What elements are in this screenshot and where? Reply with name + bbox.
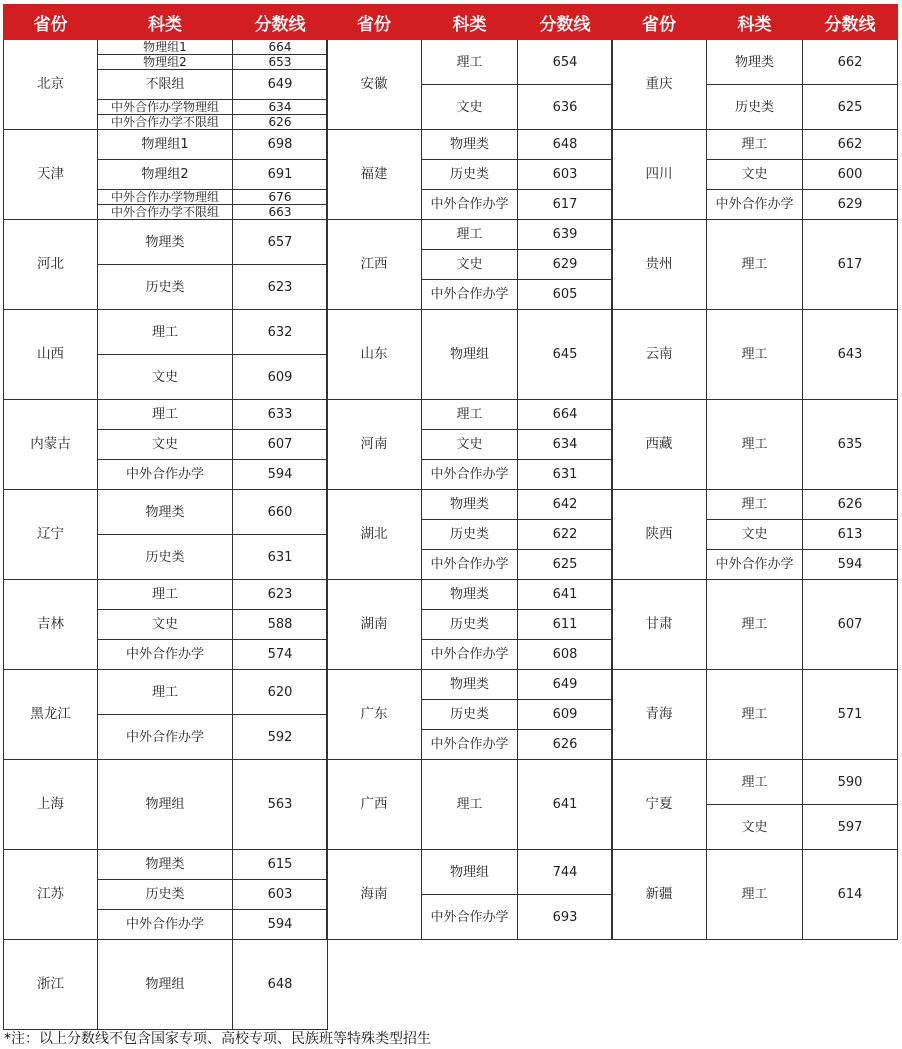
category-cell: 理工 <box>707 490 803 520</box>
province-cell: 四川 <box>612 130 707 220</box>
score-cell: 613 <box>803 520 898 550</box>
score-cell: 629 <box>803 190 898 220</box>
province-cell: 山西 <box>4 310 98 400</box>
category-cell: 中外合作办学 <box>422 280 518 310</box>
category-cell: 物理组2 <box>98 160 233 190</box>
category-cell: 文史 <box>422 85 518 130</box>
score-table-group-1 <box>3 4 328 1030</box>
province-cell: 福建 <box>327 130 422 220</box>
score-cell: 626 <box>803 490 898 520</box>
province-cell: 海南 <box>327 850 422 940</box>
category-cell: 理工 <box>422 220 518 250</box>
province-cell: 安徽 <box>327 40 422 130</box>
category-cell: 物理类 <box>422 490 518 520</box>
score-cell: 625 <box>803 85 898 130</box>
table-row <box>327 580 613 610</box>
score-cell: 631 <box>233 535 328 580</box>
score-cell: 626 <box>518 730 613 760</box>
score-cell: 636 <box>518 85 613 130</box>
category-cell: 理工 <box>422 400 518 430</box>
score-cell: 620 <box>233 670 328 715</box>
category-cell: 物理类 <box>422 670 518 700</box>
table-row <box>612 220 898 310</box>
score-cell: 654 <box>518 40 613 85</box>
category-cell: 物理组 <box>422 850 518 895</box>
score-cell: 609 <box>233 355 328 400</box>
category-cell: 中外合作办学 <box>422 895 518 940</box>
score-cell: 639 <box>518 220 613 250</box>
score-cell: 614 <box>803 850 898 940</box>
table-row <box>4 940 328 1030</box>
province-cell: 陕西 <box>612 490 707 580</box>
category-cell: 历史类 <box>422 520 518 550</box>
table-row <box>327 850 613 895</box>
table-row <box>612 760 898 805</box>
table-row <box>327 490 613 520</box>
score-cell: 662 <box>803 130 898 160</box>
category-cell: 理工 <box>707 760 803 805</box>
score-cell: 664 <box>233 40 328 55</box>
header-province: 省份 <box>612 5 707 40</box>
category-cell: 中外合作办学 <box>422 640 518 670</box>
score-cell: 663 <box>233 205 328 220</box>
category-cell: 文史 <box>707 160 803 190</box>
score-cell: 607 <box>233 430 328 460</box>
category-cell: 理工 <box>98 400 233 430</box>
province-cell: 天津 <box>4 130 98 220</box>
score-cell: 642 <box>518 490 613 520</box>
category-cell: 文史 <box>98 430 233 460</box>
province-cell: 辽宁 <box>4 490 98 580</box>
category-cell: 物理类 <box>422 580 518 610</box>
table-row <box>612 580 898 670</box>
province-cell: 黑龙江 <box>4 670 98 760</box>
province-cell: 北京 <box>4 40 98 130</box>
table-row <box>4 400 328 430</box>
province-cell: 广西 <box>327 760 422 850</box>
category-cell: 物理类 <box>98 220 233 265</box>
category-cell: 历史类 <box>98 880 233 910</box>
score-cell: 635 <box>803 400 898 490</box>
score-cell: 643 <box>803 310 898 400</box>
score-cell: 623 <box>233 580 328 610</box>
category-cell: 中外合作办学 <box>707 550 803 580</box>
score-cell: 600 <box>803 160 898 190</box>
category-cell: 理工 <box>707 310 803 400</box>
category-cell: 理工 <box>98 580 233 610</box>
score-cell: 609 <box>518 700 613 730</box>
score-cell: 634 <box>233 100 328 115</box>
score-cell: 641 <box>518 580 613 610</box>
category-cell: 物理组 <box>98 940 233 1030</box>
category-cell: 不限组 <box>98 70 233 100</box>
score-cell: 563 <box>233 760 328 850</box>
category-cell: 物理组2 <box>98 55 233 70</box>
score-cell: 605 <box>518 280 613 310</box>
table-row <box>327 220 613 250</box>
category-cell: 理工 <box>422 760 518 850</box>
score-cell: 615 <box>233 850 328 880</box>
province-cell: 内蒙古 <box>4 400 98 490</box>
province-cell: 浙江 <box>4 940 98 1030</box>
header-score: 分数线 <box>518 5 613 40</box>
category-cell: 历史类 <box>422 700 518 730</box>
header-category: 科类 <box>707 5 803 40</box>
category-cell: 中外合作办学 <box>707 190 803 220</box>
category-cell: 物理类 <box>422 130 518 160</box>
score-cell: 592 <box>233 715 328 760</box>
score-cell: 574 <box>233 640 328 670</box>
score-cell: 648 <box>518 130 613 160</box>
category-cell: 中外合作办学 <box>98 640 233 670</box>
score-cell: 698 <box>233 130 328 160</box>
score-cell: 594 <box>233 910 328 940</box>
score-cell: 590 <box>803 760 898 805</box>
header-score: 分数线 <box>803 5 898 40</box>
table-row <box>4 760 328 850</box>
score-cell: 662 <box>803 40 898 85</box>
score-cell: 603 <box>518 160 613 190</box>
category-cell: 文史 <box>422 250 518 280</box>
table-row <box>327 130 613 160</box>
category-cell: 物理组1 <box>98 130 233 160</box>
province-cell: 河南 <box>327 400 422 490</box>
score-cell: 676 <box>233 190 328 205</box>
score-cell: 617 <box>803 220 898 310</box>
score-cell: 622 <box>518 520 613 550</box>
category-cell: 物理类 <box>98 850 233 880</box>
category-cell: 中外合作办学物理组 <box>98 100 233 115</box>
score-cell: 608 <box>518 640 613 670</box>
category-cell: 文史 <box>422 430 518 460</box>
score-cell: 744 <box>518 850 613 895</box>
category-cell: 中外合作办学 <box>98 460 233 490</box>
table-row <box>612 850 898 940</box>
score-cell: 657 <box>233 220 328 265</box>
category-cell: 中外合作办学不限组 <box>98 115 233 130</box>
score-cell: 649 <box>518 670 613 700</box>
table-row <box>327 40 613 85</box>
score-cell: 641 <box>518 760 613 850</box>
score-cell: 691 <box>233 160 328 190</box>
province-cell: 甘肃 <box>612 580 707 670</box>
table-row <box>4 310 328 355</box>
score-table-group-3 <box>611 4 898 940</box>
header-category: 科类 <box>422 5 518 40</box>
province-cell: 广东 <box>327 670 422 760</box>
province-cell: 贵州 <box>612 220 707 310</box>
score-cell: 693 <box>518 895 613 940</box>
score-cell: 594 <box>233 460 328 490</box>
category-cell: 中外合作办学 <box>422 730 518 760</box>
table-row <box>327 400 613 430</box>
category-cell: 中外合作办学 <box>98 910 233 940</box>
province-cell: 江西 <box>327 220 422 310</box>
score-cell: 648 <box>233 940 328 1030</box>
category-cell: 理工 <box>98 310 233 355</box>
table-row <box>4 580 328 610</box>
province-cell: 湖北 <box>327 490 422 580</box>
category-cell: 物理类 <box>707 40 803 85</box>
score-cell: 617 <box>518 190 613 220</box>
score-cell: 603 <box>233 880 328 910</box>
header-category: 科类 <box>98 5 233 40</box>
category-cell: 理工 <box>707 130 803 160</box>
category-cell: 中外合作办学物理组 <box>98 190 233 205</box>
category-cell: 历史类 <box>707 85 803 130</box>
table-row <box>612 130 898 160</box>
province-cell: 上海 <box>4 760 98 850</box>
table-row <box>4 670 328 715</box>
category-cell: 文史 <box>707 805 803 850</box>
table-row <box>612 490 898 520</box>
province-cell: 吉林 <box>4 580 98 670</box>
score-cell: 571 <box>803 670 898 760</box>
score-cell: 597 <box>803 805 898 850</box>
category-cell: 历史类 <box>422 160 518 190</box>
category-cell: 历史类 <box>98 265 233 310</box>
score-cell: 632 <box>233 310 328 355</box>
category-cell: 理工 <box>422 40 518 85</box>
category-cell: 历史类 <box>98 535 233 580</box>
score-cell: 664 <box>518 400 613 430</box>
table-row <box>4 850 328 880</box>
category-cell: 理工 <box>707 220 803 310</box>
table-row <box>612 400 898 490</box>
category-cell: 中外合作办学 <box>422 460 518 490</box>
province-cell: 重庆 <box>612 40 707 130</box>
category-cell: 文史 <box>98 355 233 400</box>
category-cell: 中外合作办学 <box>422 550 518 580</box>
table-row <box>4 130 328 160</box>
score-cell: 607 <box>803 580 898 670</box>
category-cell: 文史 <box>707 520 803 550</box>
table-row <box>327 760 613 850</box>
table-row <box>612 40 898 85</box>
table-row <box>4 490 328 535</box>
header-province: 省份 <box>4 5 98 40</box>
score-cell: 634 <box>518 430 613 460</box>
province-cell: 河北 <box>4 220 98 310</box>
category-cell: 理工 <box>707 400 803 490</box>
score-table-group-2 <box>326 4 613 940</box>
header-score: 分数线 <box>233 5 328 40</box>
score-cell: 625 <box>518 550 613 580</box>
category-cell: 理工 <box>98 670 233 715</box>
score-cell: 645 <box>518 310 613 400</box>
province-cell: 青海 <box>612 670 707 760</box>
province-cell: 山东 <box>327 310 422 400</box>
footnote: *注：以上分数线不包含国家专项、高校专项、民族班等特殊类型招生 <box>4 1031 431 1047</box>
category-cell: 中外合作办学 <box>422 190 518 220</box>
category-cell: 物理组 <box>98 760 233 850</box>
province-cell: 云南 <box>612 310 707 400</box>
score-cell: 611 <box>518 610 613 640</box>
score-cell: 653 <box>233 55 328 70</box>
header-province: 省份 <box>327 5 422 40</box>
score-cell: 594 <box>803 550 898 580</box>
category-cell: 中外合作办学不限组 <box>98 205 233 220</box>
score-cell: 626 <box>233 115 328 130</box>
category-cell: 理工 <box>707 850 803 940</box>
province-cell: 新疆 <box>612 850 707 940</box>
table-row <box>4 40 328 55</box>
table-row <box>327 310 613 400</box>
category-cell: 物理组1 <box>98 40 233 55</box>
table-row <box>612 670 898 760</box>
score-cell: 629 <box>518 250 613 280</box>
score-cell: 633 <box>233 400 328 430</box>
category-cell: 理工 <box>707 670 803 760</box>
table-row <box>327 670 613 700</box>
province-cell: 宁夏 <box>612 760 707 850</box>
score-cell: 588 <box>233 610 328 640</box>
score-cell: 623 <box>233 265 328 310</box>
score-cell: 631 <box>518 460 613 490</box>
table-row <box>4 220 328 265</box>
province-cell: 湖南 <box>327 580 422 670</box>
category-cell: 物理组 <box>422 310 518 400</box>
table-row <box>612 310 898 400</box>
category-cell: 物理类 <box>98 490 233 535</box>
category-cell: 理工 <box>707 580 803 670</box>
score-cell: 649 <box>233 70 328 100</box>
province-cell: 江苏 <box>4 850 98 940</box>
score-cell: 660 <box>233 490 328 535</box>
category-cell: 文史 <box>98 610 233 640</box>
category-cell: 历史类 <box>422 610 518 640</box>
province-cell: 西藏 <box>612 400 707 490</box>
category-cell: 中外合作办学 <box>98 715 233 760</box>
